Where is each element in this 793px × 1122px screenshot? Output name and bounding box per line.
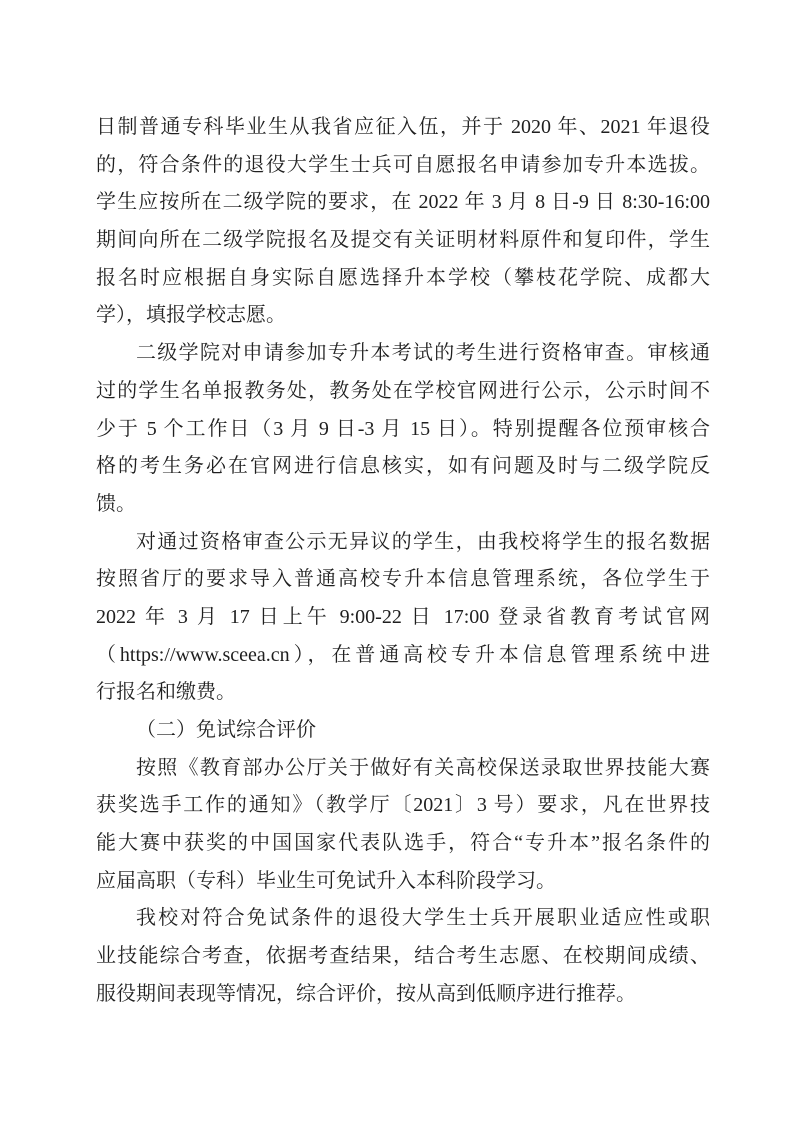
section-heading-line: （二）免试综合评价 [136, 719, 316, 741]
document-line: 应届高职（专科）毕业生可免试升入本科阶段学习。 [96, 869, 556, 892]
document-text [96, 109, 710, 1014]
document-line: 过的学生名单报教务处，教务处在学校官网进行公示，公示时间不 [96, 379, 710, 402]
document-line: 学生应按所在二级学院的要求，在 2022 年 3 月 8 日-9 日 8:30-16:00 [96, 191, 710, 214]
document-line: 按照《教育部办公厅关于做好有关高校保送录取世界技能大赛 [136, 756, 710, 779]
document-line: 能大赛中获奖的中国国家代表队选手，符合“专升本”报名条件的 [96, 832, 710, 855]
document-line: 按照省厅的要求导入普通高校专升本信息管理系统，各位学生于 [96, 568, 710, 591]
document-line: 行报名和缴费。 [96, 681, 236, 704]
document-line: （https://www.sceea.cn），在普通高校专升本信息管理系统中进 [96, 643, 710, 666]
document-line: 服役期间表现等情况，综合评价，按从高到低顺序进行推荐。 [96, 982, 636, 1005]
document-line: 二级学院对申请参加专升本考试的考生进行资格审查。审核通 [136, 342, 710, 365]
document-line: 期间向所在二级学院报名及提交有关证明材料原件和复印件，学生 [96, 229, 710, 252]
document-line: 学），填报学校志愿。 [96, 304, 286, 327]
document-line: 2022 年 3 月 17 日上午 9:00-22 日 17:00 登录省教育考试官网 [96, 605, 710, 628]
document-line: 少于 5 个工作日（3 月 9 日-3 月 15 日）。特别提醒各位预审核合 [96, 417, 710, 440]
document-line: 业技能综合考查，依据考查结果，结合考生志愿、在校期间成绩、 [96, 945, 710, 968]
document-line: 报名时应根据自身实际自愿选择升本学校（攀枝花学院、成都大 [96, 266, 710, 289]
document-line: 格的考生务必在官网进行信息核实，如有问题及时与二级学院反 [96, 455, 710, 478]
document-line: 我校对符合免试条件的退役大学生士兵开展职业适应性或职 [136, 907, 710, 930]
document-line: 对通过资格审查公示无异议的学生，由我校将学生的报名数据 [136, 530, 710, 553]
document-line: 的，符合条件的退役大学生士兵可自愿报名申请参加专升本选拔。 [96, 153, 710, 176]
document-line: 馈。 [96, 492, 136, 515]
document-line: 获奖选手工作的通知》（教学厅〔2021〕3 号）要求，凡在世界技 [96, 794, 710, 817]
document-line: 日制普通专科毕业生从我省应征入伍，并于 2020 年、2021 年退役 [96, 116, 710, 138]
